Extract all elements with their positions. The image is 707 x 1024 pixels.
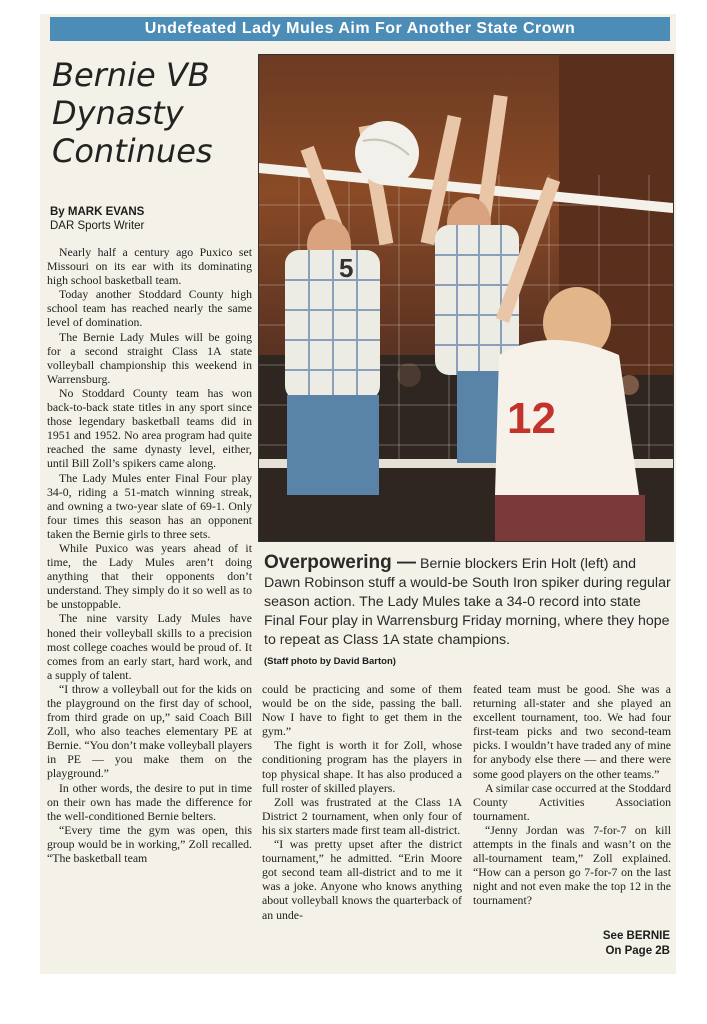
paragraph: could be practicing and some of them would be on the side, passing the ball. Now I have to fight to get them in the gym.” — [262, 682, 462, 739]
paragraph: No Stoddard County team has won back-to-back state titles in any sport since those legendary basketball teams did in 1951 and 1952. No area program had quite reached the same dynasty level, either, until Bill Zoll’s spikers came along. — [47, 385, 252, 471]
continuation-note — [560, 929, 670, 959]
byline-role: DAR Sports Writer — [50, 220, 145, 232]
paragraph: The fight is worth it for Zoll, whose conditioning program has the players in top physical shape. It has also produced a full roster of skilled players. — [262, 738, 462, 795]
paragraph: The Lady Mules enter Final Four play 34-0, riding a 51-match winning streak, and owning a two-year slate of 69-1. Only four times this season has an opponent taken the Bernie girls to three sets. — [47, 470, 252, 541]
section-banner: Undefeated Lady Mules Aim For Another State Crown — [50, 17, 670, 41]
article-column-3 — [473, 682, 671, 908]
paragraph: In other words, the desire to put in time on their own has made the difference for the well-conditioned Bernie belters. — [47, 780, 252, 823]
caption-body: Bernie blockers Erin Holt (left) and Dawn Robinson stuff a would-be South Iron spiker during regular season action. The Lady Mules take a 34-0 record into state Final Four play in Warrensburg Friday morning, where they hope to repeat as Class 1A state champions. — [264, 556, 671, 648]
paragraph: Today another Stoddard County high school team has reached nearly the same level of domination. — [47, 287, 252, 330]
paragraph: “I was pretty upset after the district tournament,” he admitted. “Erin Moore got second team all-district and to me it was a joke. Anyone who knows anything about volleyball knows the quarterback of an unde- — [262, 837, 462, 922]
paragraph: The Bernie Lady Mules will be going for a second straight Class 1A state volleyball championship this weekend in Warrensburg. — [47, 329, 252, 386]
jump-line-1: See BERNIE — [602, 930, 670, 942]
paragraph: “I throw a volleyball out for the kids on the playground on the first day of school, from third grade on up,” said Coach Bill Zoll, who also teaches elementary PE at Bernie. “You don’t make volleyball players in PE — you make them on the playground.” — [47, 681, 252, 781]
paragraph: Nearly half a century ago Puxico set Missouri on its ear with its dominating high school basketball team. — [47, 245, 252, 288]
article-column-1 — [47, 245, 252, 865]
paragraph: feated team must be good. She was a returning all-stater and she played an excellent tournament, too. We had four first-team picks and two second-team picks. I wouldn’t have traded any of mine for anybody else there — and there were some good players on the other teams.” — [473, 682, 671, 781]
volleyball-photo — [258, 54, 674, 542]
paragraph: “Every time the gym was open, this group would be in working,” Zoll recalled. “The basketball team — [47, 822, 252, 866]
headline-line-3: Continues — [52, 132, 213, 170]
article-column-2 — [262, 682, 462, 922]
jersey-number-left: 5 — [339, 253, 354, 283]
caption-kicker: Overpowering — — [264, 552, 417, 573]
paragraph: Zoll was frustrated at the Class 1A District 2 tournament, when only four of his six starters made first team all-district. — [262, 794, 462, 837]
paragraph: While Puxico was years ahead of it time, the Lady Mules aren’t doing anything that their opponents don’t understand. They simply do it so well as to be unstoppable. — [47, 540, 252, 612]
paragraph: “Jenny Jordan was 7-for-7 on kill attempts in the finals and wasn’t on the all-tournament team,” Zoll explained. “How can a person go 7-for-7 on the last night and not even make the top 12 in the tournament? — [473, 822, 671, 908]
headline-line-2: Dynasty — [52, 94, 184, 132]
headline — [52, 56, 252, 170]
jersey-number-right: 12 — [507, 394, 556, 443]
paragraph: The nine varsity Lady Mules have honed their volleyball skills to a precision most college coaches would be proud of. It comes from an early start, hard work, and a supply of talent. — [47, 611, 252, 682]
photo-credit: (Staff photo by David Barton) — [264, 656, 396, 667]
jump-line-2: On Page 2B — [605, 945, 670, 957]
paragraph: A similar case occurred at the Stoddard County Activities Association tournament. — [473, 780, 671, 823]
photo-illustration — [259, 55, 673, 541]
headline-line-1: Bernie VB — [52, 56, 210, 94]
photo-caption — [264, 553, 674, 650]
byline-author: By MARK EVANS — [50, 206, 145, 218]
byline — [50, 205, 250, 233]
